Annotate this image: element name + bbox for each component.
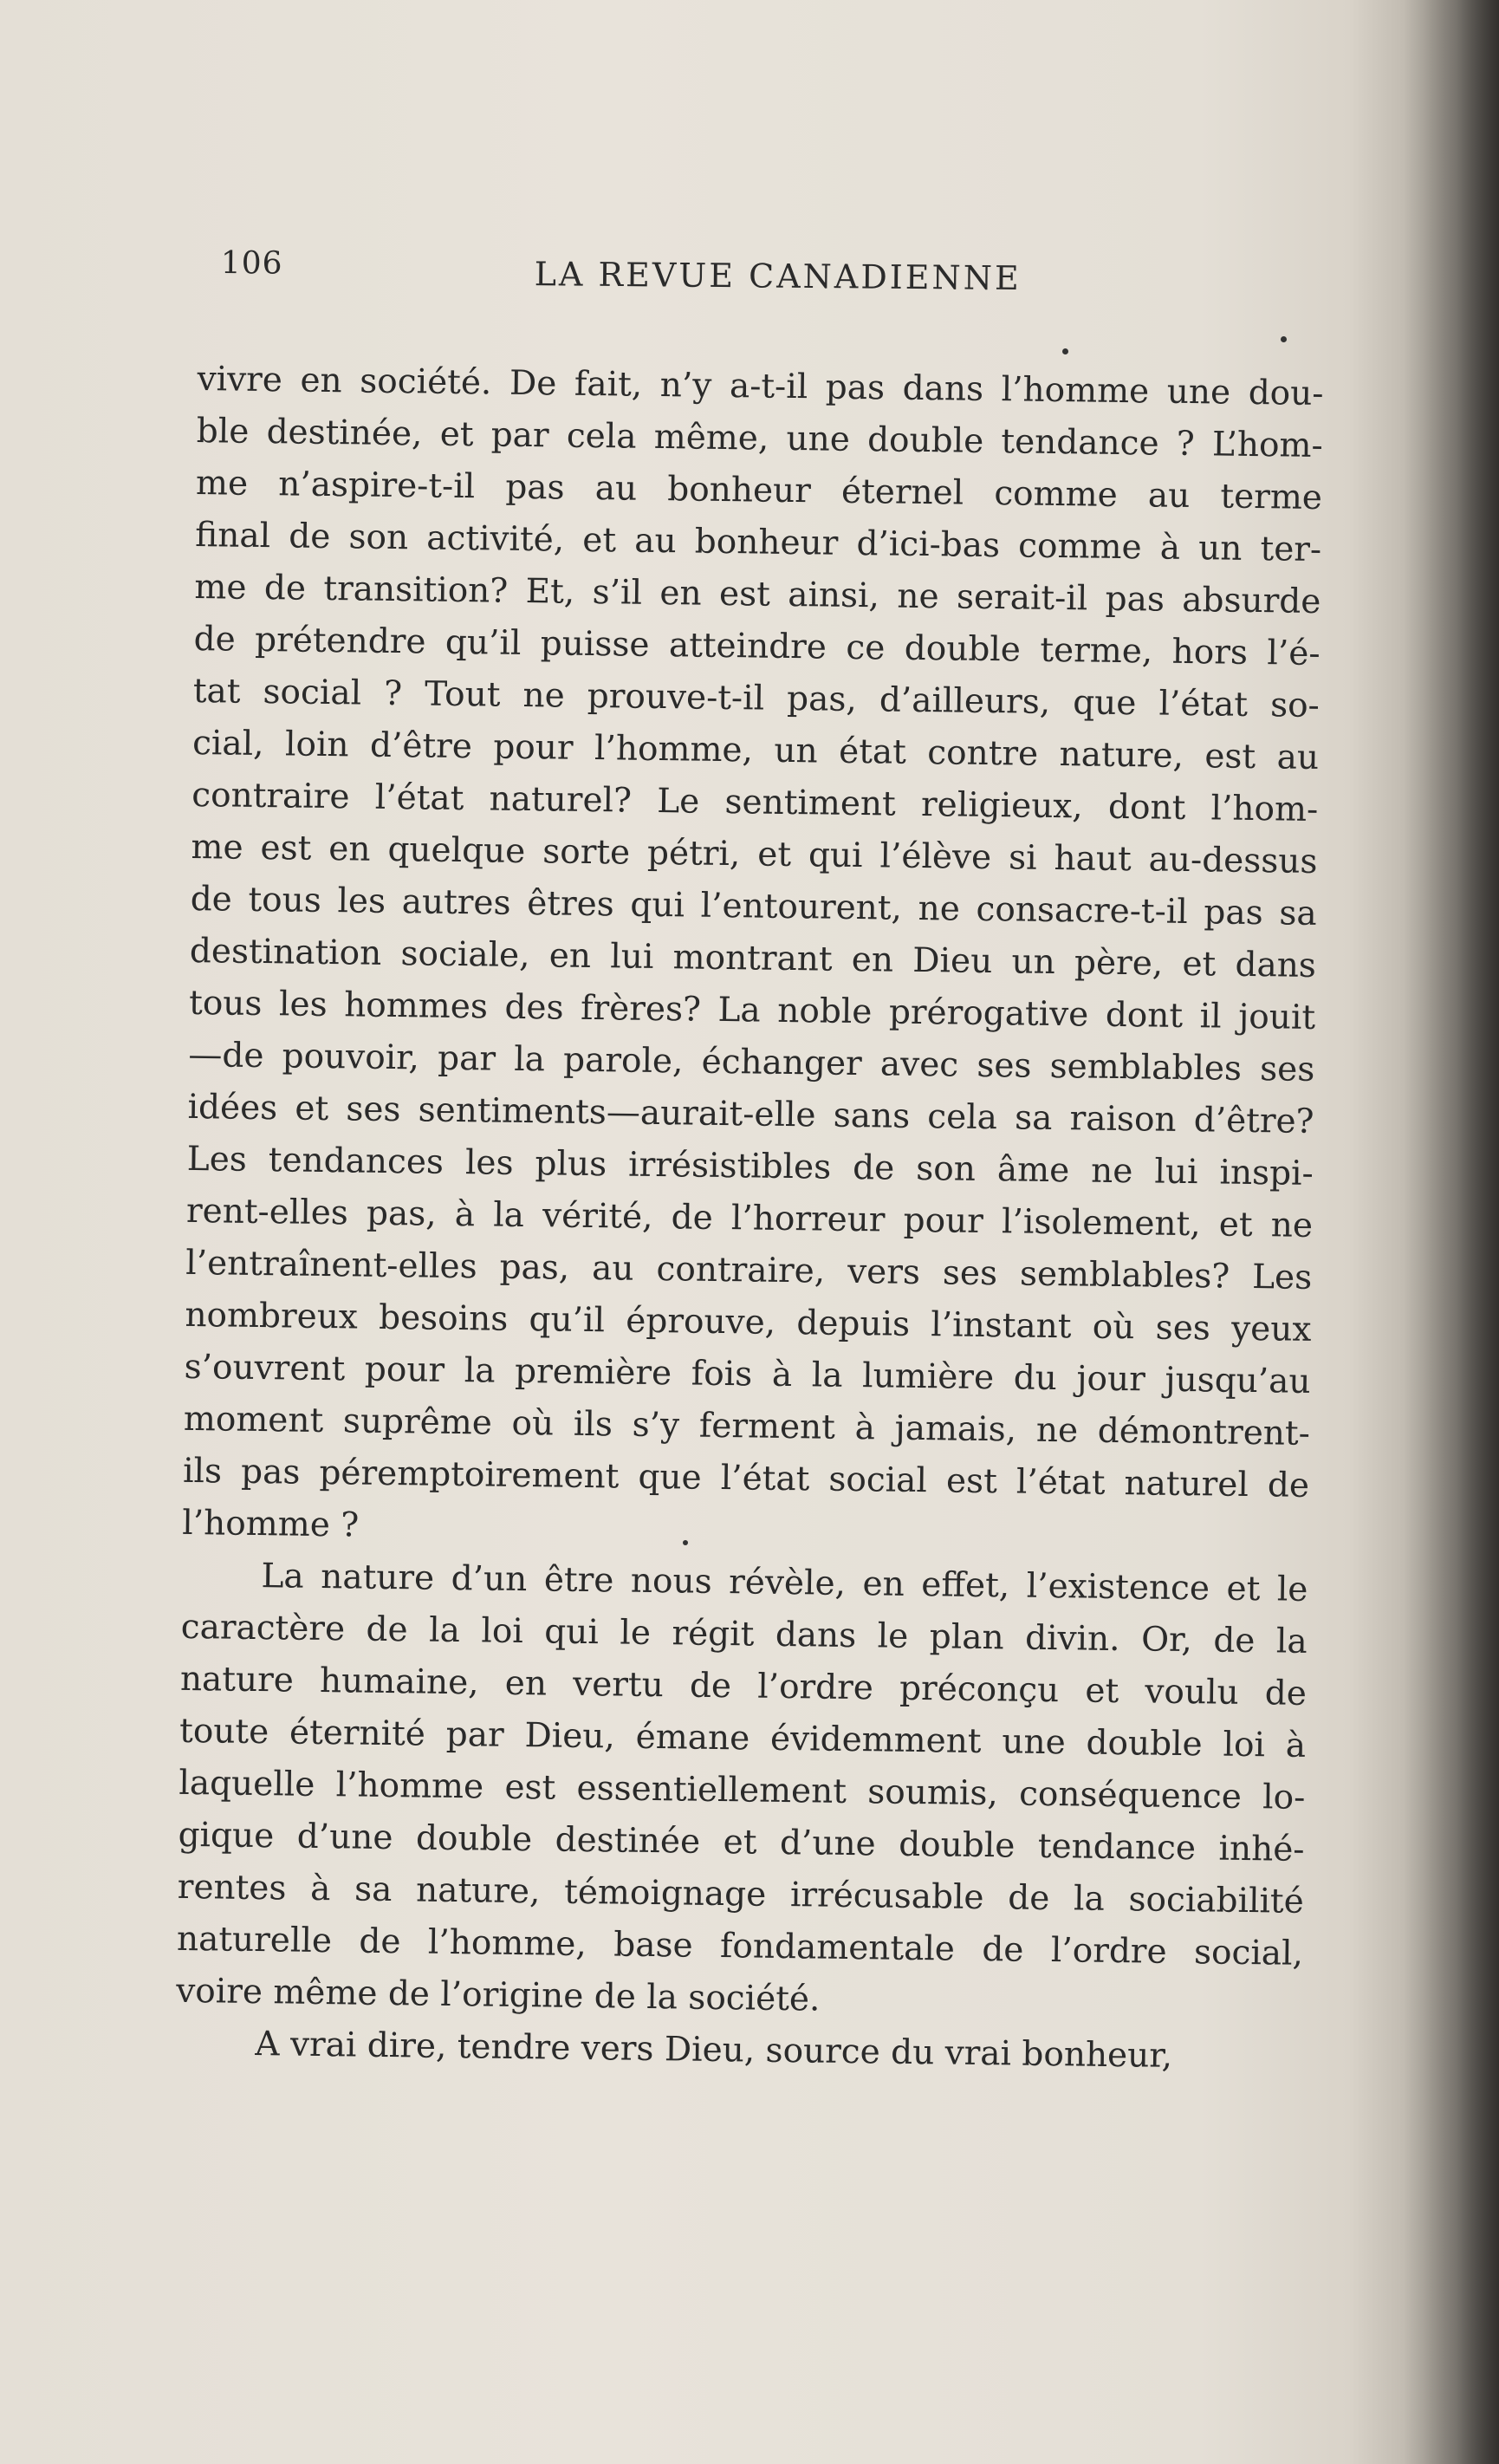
text-line: me de transition? Et, s’il en est ainsi, ne serait-il pas absurde — [194, 567, 1321, 621]
text-line: l’homme ? — [182, 1503, 360, 1545]
text-line: voire même de l’origine de la société. — [175, 1971, 821, 2019]
text-line: vivre en société. De fait, n’y a-t-il pas dans l’homme une dou- — [197, 359, 1324, 414]
text-line: de tous les autres êtres qui l’entourent, ne consacre-t-il pas sa — [190, 879, 1317, 933]
text-line: tous les hommes des frères? La noble prérogative dont il jouit — [188, 983, 1316, 1037]
text-line: de prétendre qu’il puisse atteindre ce double terme, hors l’é- — [193, 619, 1321, 673]
text-line: ils pas péremptoirement que l’état social est l’état naturel de — [182, 1451, 1310, 1505]
text-line: l’entraînent-elles pas, au contraire, vers ses semblables? Les — [185, 1243, 1313, 1297]
text-line: rentes à sa nature, témoignage irrécusable de la sociabilité — [177, 1867, 1305, 1921]
print-speck — [1281, 336, 1287, 342]
print-speck — [1062, 348, 1068, 354]
text-line: gique d’une double destinée et d’une double tendance inhé- — [178, 1815, 1305, 1869]
text-line: tat social ? Tout ne prouve-t-il pas, d’ailleurs, que l’état so- — [192, 671, 1321, 725]
text-line: moment suprême où ils s’y ferment à jamais, ne démontrent- — [183, 1399, 1311, 1453]
body-text — [175, 354, 1324, 2084]
text-line: cial, loin d’être pour l’homme, un état contre nature, est au — [191, 723, 1320, 777]
text-line: —de pouvoir, par la parole, échanger avec ses semblables ses — [188, 1035, 1315, 1089]
print-speck — [683, 1540, 688, 1545]
text-line: contraire l’état naturel? Le sentiment religieux, dont l’hom- — [191, 775, 1319, 829]
text-line: me est en quelque sorte pétri, et qui l’élève si haut au-dessus — [191, 827, 1318, 881]
text-line: naturelle de l’homme, base fondamentale de l’ordre social, — [176, 1919, 1304, 1973]
text-line: La nature d’un être nous révèle, en effet, l’existence et le — [261, 1557, 1308, 1609]
paragraph — [176, 1550, 1308, 2032]
running-header — [220, 245, 1347, 307]
text-line: nombreux besoins qu’il éprouve, depuis l’instant où ses yeux — [185, 1295, 1312, 1349]
text-line: toute éternité par Dieu, émane évidemment une double loi à — [178, 1711, 1307, 1765]
text-line: nature humaine, en vertu de l’ordre préconçu et voulu de — [179, 1659, 1308, 1713]
text-line: final de son activité, et au bonheur d’ici-bas comme à un ter- — [194, 515, 1322, 569]
text-line: s’ouvrent pour la première fois à la lumière du jour jusqu’au — [184, 1347, 1311, 1401]
page-number: 106 — [220, 245, 283, 282]
text-line: caractère de la loi qui le régit dans le plan divin. Or, de la — [180, 1607, 1308, 1661]
text-line: A vrai dire, tendre vers Dieu, source du vrai bonheur, — [255, 2025, 1173, 2076]
text-line: me n’aspire-t-il pas au bonheur éternel comme au terme — [195, 463, 1323, 518]
text-line: Les tendances les plus irrésistibles de son âme ne lui inspi- — [186, 1139, 1314, 1193]
text-line: laquelle l’homme est essentiellement soumis, conséquence lo- — [178, 1763, 1306, 1817]
text-line: destination sociale, en lui montrant en Dieu un père, et dans — [189, 931, 1317, 985]
text-line: rent-elles pas, à la vérité, de l’horreur pour l’isolement, et ne — [185, 1191, 1314, 1245]
paragraph — [182, 354, 1324, 1564]
running-title: LA REVUE CANADIENNE — [534, 255, 1022, 298]
text-line: ble destinée, et par cela même, une double tendance ? L’hom- — [196, 411, 1324, 466]
text-line: idées et ses sentiments—aurait-elle sans cela sa raison d’être? — [187, 1087, 1314, 1141]
